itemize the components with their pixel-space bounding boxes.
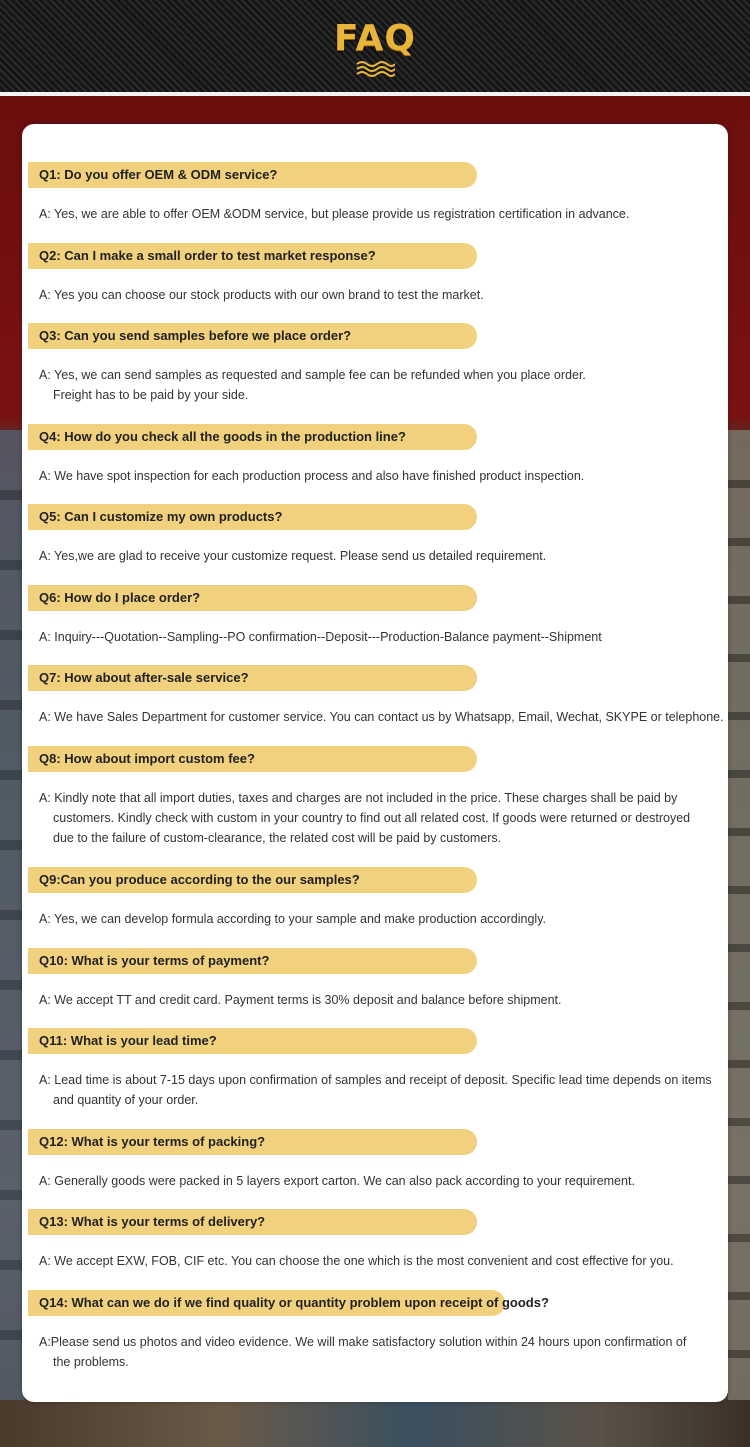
faq-answer xyxy=(39,365,711,405)
faq-title: FAQ xyxy=(334,18,416,59)
faq-answer-line: the problems. xyxy=(53,1355,129,1369)
faq-answer-line: A:Please send us photos and video evidence. We will make satisfactory solution within 24 hours upon confirmation of xyxy=(39,1335,687,1349)
background-building-left xyxy=(0,430,24,1447)
header-divider xyxy=(0,92,750,96)
faq-answer-line: Freight has to be paid by your side. xyxy=(53,388,249,402)
faq-question: Q12: What is your terms of packing? xyxy=(28,1129,477,1155)
faq-answer-line: A: Yes,we are glad to receive your customize request. Please send us detailed requirement. xyxy=(39,549,547,563)
faq-answer xyxy=(39,204,711,224)
faq-answer xyxy=(39,1171,711,1191)
background-building-right xyxy=(728,430,750,1447)
faq-question: Q1: Do you offer OEM & ODM service? xyxy=(28,162,477,188)
faq-answer-line: A: Generally goods were packed in 5 layers export carton. We can also pack according to your requirement. xyxy=(39,1174,635,1188)
faq-answer xyxy=(39,788,711,848)
faq-question: Q13: What is your terms of delivery? xyxy=(28,1209,477,1235)
faq-answer-line: A: Yes, we can send samples as requested and sample fee can be refunded when you place order. xyxy=(39,368,586,382)
faq-answer xyxy=(39,627,711,647)
faq-answer xyxy=(39,1251,711,1271)
faq-answer-line: A: We accept TT and credit card. Payment terms is 30% deposit and balance before shipment. xyxy=(39,993,562,1007)
faq-answer xyxy=(39,1332,711,1372)
faq-answer xyxy=(39,546,711,566)
faq-answer xyxy=(39,1070,711,1110)
faq-answer xyxy=(39,285,711,305)
faq-question: Q11: What is your lead time? xyxy=(28,1028,477,1054)
faq-answer-line: A: Yes, we are able to offer OEM &ODM service, but please provide us registration certification in advance. xyxy=(39,207,630,221)
faq-answer-line: A: We have spot inspection for each production process and also have finished product inspection. xyxy=(39,469,585,483)
faq-question: Q10: What is your terms of payment? xyxy=(28,948,477,974)
faq-question: Q3: Can you send samples before we place order? xyxy=(28,323,477,349)
faq-header xyxy=(0,0,750,93)
faq-answer xyxy=(39,990,711,1010)
faq-answer xyxy=(39,707,724,727)
faq-answer-line: A: Lead time is about 7-15 days upon confirmation of samples and receipt of deposit. Specific lead time depends on items xyxy=(39,1073,712,1087)
waves-icon xyxy=(355,60,395,78)
faq-answer-line: A: Yes you can choose our stock products with our own brand to test the market. xyxy=(39,288,484,302)
faq-question: Q8: How about import custom fee? xyxy=(28,746,477,772)
faq-answer-line: due to the failure of custom-clearance, the related cost will be paid by customers. xyxy=(53,831,502,845)
faq-answer-line: A: Kindly note that all import duties, taxes and charges are not included in the price. These charges shall be paid by xyxy=(39,791,678,805)
faq-answer xyxy=(39,909,711,929)
faq-answer-line: A: Yes, we can develop formula according to your sample and make production accordingly. xyxy=(39,912,547,926)
faq-list xyxy=(22,124,728,1402)
faq-question: Q2: Can I make a small order to test market response? xyxy=(28,243,477,269)
faq-answer-line: and quantity of your order. xyxy=(53,1093,199,1107)
faq-question: Q5: Can I customize my own products? xyxy=(28,504,477,530)
faq-answer-line: customers. Kindly check with custom in your country to find out all related cost. If goods were returned or destroyed xyxy=(53,811,691,825)
faq-answer-line: A: We have Sales Department for customer service. You can contact us by Whatsapp, Email, Wechat, SKYPE or telephone. xyxy=(39,710,724,724)
faq-question: Q14: What can we do if we find quality or quantity problem upon receipt of goods? xyxy=(28,1290,505,1316)
faq-answer-line: A: We accept EXW, FOB, CIF etc. You can choose the one which is the most convenient and cost effective for you. xyxy=(39,1254,674,1268)
faq-question: Q6: How do I place order? xyxy=(28,585,477,611)
background-bottom-strip xyxy=(0,1400,750,1447)
faq-answer-line: A: Inquiry---Quotation--Sampling--PO confirmation--Deposit---Production-Balance payment--Shipment xyxy=(39,630,602,644)
faq-card xyxy=(22,124,728,1402)
faq-question: Q9:Can you produce according to the our samples? xyxy=(28,867,477,893)
faq-answer xyxy=(39,466,711,486)
faq-question: Q4: How do you check all the goods in the production line? xyxy=(28,424,477,450)
faq-question: Q7: How about after-sale service? xyxy=(28,665,477,691)
